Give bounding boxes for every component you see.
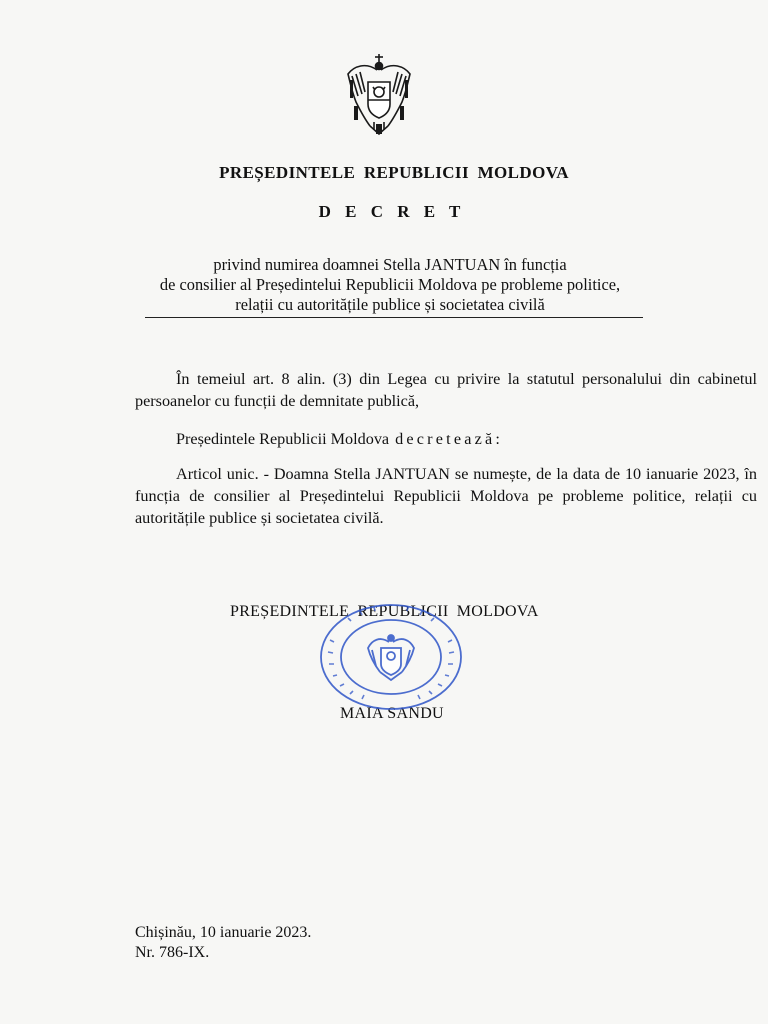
president-title: PREȘEDINTELE REPUBLICII MOLDOVA (219, 163, 569, 182)
place-and-date: Chișinău, 10 ianuarie 2023. (135, 924, 312, 941)
subject-line: relații cu autoritățile publice și societatea civilă (235, 295, 545, 314)
coat-of-arms-icon (344, 52, 414, 140)
decree-statement-prefix: Președintele Republicii Moldova (176, 430, 390, 448)
signature-title: PREȘEDINTELE REPUBLICII MOLDOVA (230, 603, 539, 620)
subject-line: privind numirea doamnei Stella JANTUAN în funcția (213, 255, 567, 274)
decree-verb: decretează: (395, 430, 504, 448)
subject-line: de consilier al Președintelui Republicii Moldova pe probleme politice, (159, 275, 621, 294)
decree-subject (120, 255, 660, 315)
decree-number: Nr. 786-IX. (135, 944, 210, 961)
single-article: Articol unic. - Doamna Stella JANTUAN se numește, de la data de 10 ianuarie 2023, în funcția de consilier al Președintelui Republicii Moldova pe probleme politice, relații cu autoritățile publice și societatea civilă. (135, 465, 757, 527)
decree-statement (135, 428, 757, 450)
subject-divider (145, 317, 643, 318)
document-type: D E C R E T (318, 202, 466, 221)
legal-basis-paragraph: În temeiul art. 8 alin. (3) din Legea cu privire la statutul personalului din cabinetul persoanelor cu funcții de demnitate publică, (135, 370, 757, 410)
presidential-seal-icon (318, 600, 464, 710)
signatory-name: MAIA SANDU (340, 705, 444, 722)
